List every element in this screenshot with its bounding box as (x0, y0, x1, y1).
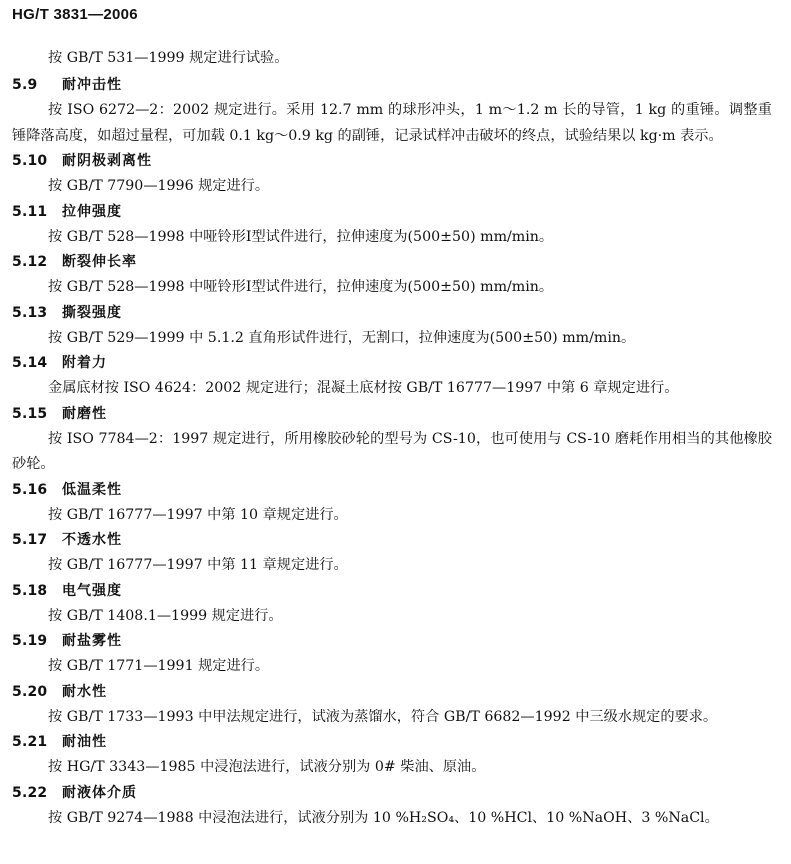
section-title: 撕裂强度 (62, 304, 122, 321)
section-number: 5.15 (12, 405, 48, 422)
intro-paragraph: 按 GB/T 531—1999 规定进行试验。 (48, 50, 289, 66)
section-number: 5.14 (12, 355, 48, 371)
section-5-15 (12, 402, 772, 478)
section-number: 5.17 (12, 532, 48, 548)
section-number: 5.19 (12, 633, 48, 649)
section-5-10 (12, 149, 772, 200)
section-body: 按 GB/T 1733—1993 中甲法规定进行，试液为蒸馏水，符合 GB/T 6682—1992 中三级水规定的要求。 (48, 708, 718, 725)
section-heading (12, 301, 772, 326)
section-heading (12, 478, 772, 503)
section-heading (12, 73, 772, 98)
section-5-19 (12, 629, 772, 680)
section-body: 按 GB/T 7790—1996 规定进行。 (48, 178, 270, 194)
section-title: 低温柔性 (62, 481, 122, 498)
section-heading (12, 629, 772, 654)
section-title: 不透水性 (62, 532, 122, 548)
section-body: 按 GB/T 9274—1988 中浸泡法进行，试液分别为 10 %H₂SO₄、10 %HCl、10 %NaOH、3 %NaCl。 (48, 809, 719, 826)
section-5-11 (12, 200, 772, 251)
section-body: 按 GB/T 528—1998 中哑铃形Ⅰ型试件进行，拉伸速度为(500±50) mm/min。 (48, 279, 554, 295)
section-number: 5.10 (12, 153, 48, 169)
section-title: 断裂伸长率 (62, 254, 137, 270)
section-5-20 (12, 680, 772, 731)
section-5-9 (12, 73, 772, 149)
section-title: 拉伸强度 (62, 203, 122, 220)
section-body: 按 GB/T 16777—1997 中第 10 章规定进行。 (48, 506, 348, 523)
section-5-17 (12, 528, 772, 579)
section-body: 按 GB/T 16777—1997 中第 11 章规定进行。 (48, 557, 348, 573)
section-heading (12, 149, 772, 174)
section-title: 耐油性 (62, 734, 107, 750)
section-title: 耐水性 (62, 683, 107, 700)
section-number: 5.12 (12, 254, 48, 270)
section-body: 按 ISO 7784—2：1997 规定进行，所用橡胶砂轮的型号为 CS-10，也可使用与 CS-10 磨耗作用相当的其他橡胶砂轮。 (12, 430, 772, 472)
section-title: 电气强度 (62, 582, 122, 599)
section-title: 耐液体介质 (62, 784, 137, 801)
section-number: 5.18 (12, 582, 48, 599)
section-title: 耐冲击性 (62, 77, 122, 93)
document-body (12, 46, 772, 831)
document-header-id: HG/T 3831—2006 (12, 6, 138, 23)
section-5-13 (12, 301, 772, 352)
section-heading (12, 402, 772, 427)
section-heading (12, 528, 772, 553)
section-body: 金属底材按 ISO 4624：2002 规定进行；混凝土底材按 GB/T 16777—1997 中第 6 章规定进行。 (48, 380, 679, 396)
section-5-16 (12, 478, 772, 529)
section-heading (12, 250, 772, 275)
section-5-21 (12, 730, 772, 781)
section-number: 5.16 (12, 481, 48, 498)
section-number: 5.22 (12, 784, 48, 801)
section-number: 5.11 (12, 203, 48, 220)
section-body: 按 GB/T 1408.1—1999 规定进行。 (48, 607, 283, 624)
section-body: 按 ISO 6272—2：2002 规定进行。采用 12.7 mm 的球形冲头，1 m～1.2 m 长的导管，1 kg 的重锤。调整重锤降落高度，如超过量程，可加载 0.1 kg～0.9 kg 的副锤，记录试样冲击破坏的终点，试验结果以 kg·m 表示。 (12, 102, 772, 144)
section-5-18 (12, 579, 772, 630)
section-body: 按 HG/T 3343—1985 中浸泡法进行，试液分别为 0# 柴油、原油。 (48, 759, 486, 775)
section-body: 按 GB/T 528—1998 中哑铃形Ⅰ型试件进行，拉伸速度为(500±50) mm/min。 (48, 228, 554, 245)
section-5-14 (12, 351, 772, 402)
section-number: 5.20 (12, 683, 48, 700)
section-title: 附着力 (62, 355, 107, 371)
section-5-12 (12, 250, 772, 301)
section-heading (12, 579, 772, 604)
section-title: 耐盐雾性 (62, 633, 122, 649)
section-number: 5.13 (12, 304, 48, 321)
section-body: 按 GB/T 529—1999 中 5.1.2 直角形试件进行，无割口，拉伸速度为(500±50) mm/min。 (48, 329, 636, 346)
section-5-22 (12, 781, 772, 832)
section-body: 按 GB/T 1771—1991 规定进行。 (48, 658, 270, 674)
section-title: 耐磨性 (62, 405, 107, 422)
section-title: 耐阴极剥离性 (62, 153, 152, 169)
section-heading (12, 781, 772, 806)
section-number: 5.21 (12, 734, 48, 750)
section-heading (12, 680, 772, 705)
section-heading (12, 730, 772, 755)
section-number: 5.9 (12, 77, 38, 93)
section-heading (12, 200, 772, 225)
section-heading (12, 351, 772, 376)
